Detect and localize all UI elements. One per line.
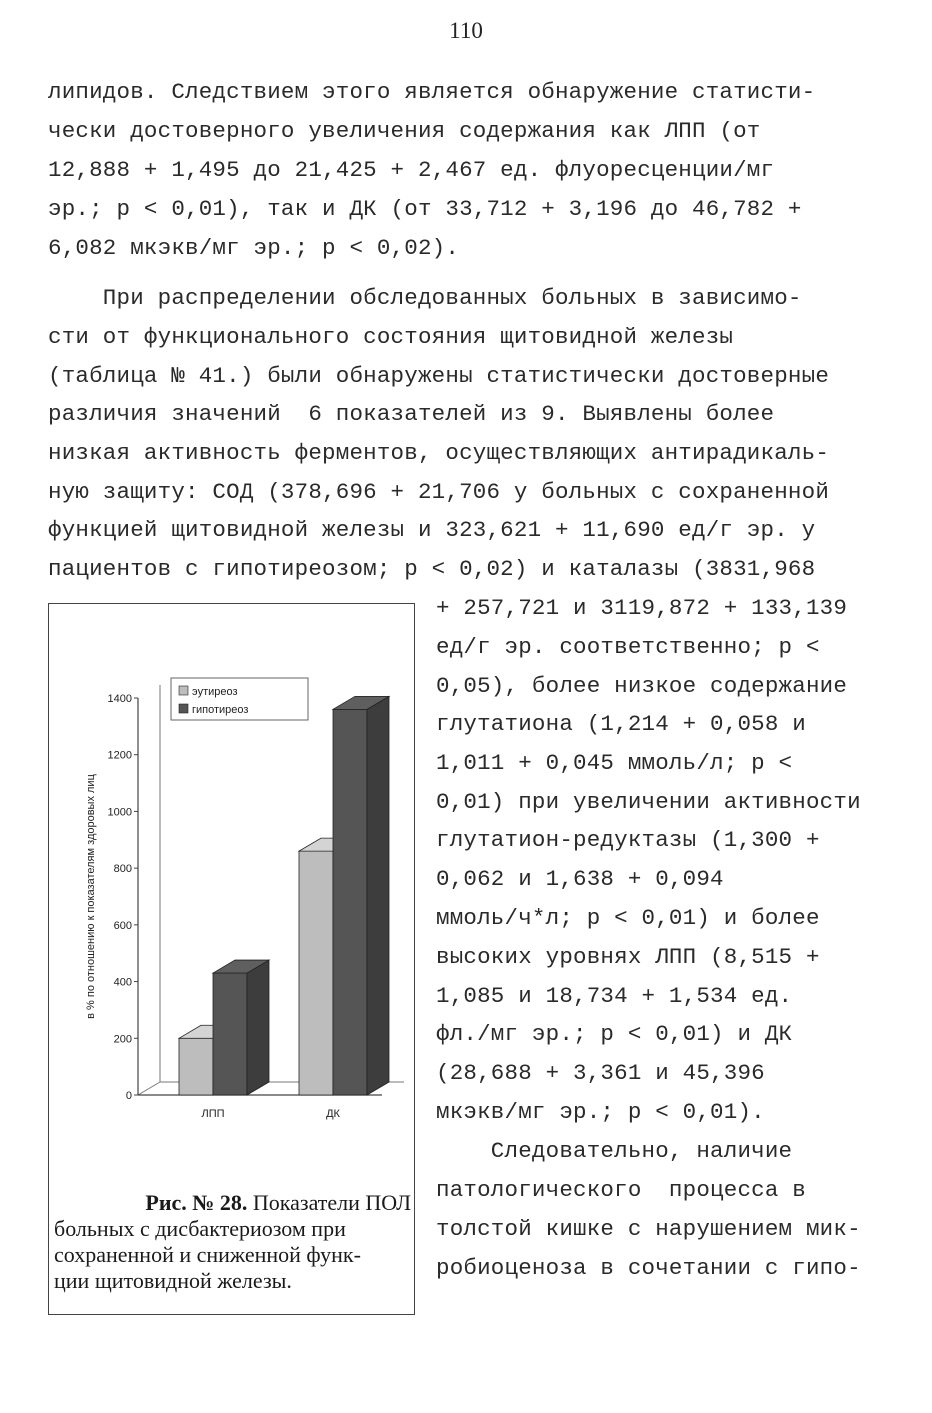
y-tick-label: 1200 <box>107 749 132 762</box>
text-line: функцией щитовидной железы и 323,621 + 11,690 ед/г эр. у <box>48 517 816 543</box>
y-tick-label: 200 <box>113 1033 132 1046</box>
text-line: глутатиона (1,214 + 0,058 и <box>436 711 806 737</box>
figure-28 <box>48 603 415 1315</box>
text-line: (таблица № 41.) были обнаружены статистически достоверные <box>48 363 830 389</box>
caption-label: Рис. № 28. <box>145 1190 248 1215</box>
text-line: патологического процесса в <box>436 1177 806 1203</box>
bar-chart <box>50 605 413 1165</box>
text-line: мкэкв/мг эр.; р < 0,01). <box>436 1099 765 1125</box>
legend-label: гипотиреоз <box>192 704 249 716</box>
text-line: липидов. Следствием этого является обнаружение статисти- <box>48 79 816 105</box>
bar-side-гипотиреоз <box>247 960 269 1095</box>
bar-front-эутиреоз <box>179 1038 213 1095</box>
y-tick-label: 1400 <box>107 693 132 705</box>
text-line: Следовательно, наличие <box>436 1138 793 1164</box>
bar-front-гипотиреоз <box>213 973 247 1095</box>
text-line: ную защиту: СОД (378,696 + 21,706 у больных с сохраненной <box>48 479 830 505</box>
text-line: 1,085 и 18,734 + 1,534 ед. <box>436 983 793 1009</box>
text-line: высоких уровнях ЛПП (8,515 + <box>436 944 820 970</box>
caption-line: ции щитовидной железы. <box>54 1268 292 1293</box>
caption-line: больных с дисбактериозом при <box>54 1216 346 1241</box>
bar-side-гипотиреоз <box>367 696 389 1095</box>
text-line: пациентов с гипотиреозом; р < 0,02) и каталазы (3831,968 <box>48 556 816 582</box>
legend-label: эутиреоз <box>192 686 238 698</box>
text-line: 12,888 + 1,495 до 21,425 + 2,467 ед. флуоресценции/мг <box>48 157 775 183</box>
y-tick-label: 600 <box>113 919 132 932</box>
text-line: сти от функционального состояния щитовидной железы <box>48 324 734 350</box>
y-axis-label: в % по отношению к показателям здоровых лиц <box>85 774 97 1019</box>
text-line: фл./мг эр.; р < 0,01) и ДК <box>436 1021 793 1047</box>
y-tick-label: 800 <box>113 863 132 876</box>
text-line: 0,01) при увеличении активности <box>436 789 861 815</box>
caption-line: Показатели ПОЛ <box>247 1190 411 1215</box>
page-number: 110 <box>449 18 483 43</box>
figure-caption <box>54 1190 411 1294</box>
y-tick-label: 400 <box>113 976 132 989</box>
text-line: чески достоверного увеличения содержания как ЛПП (от <box>48 118 761 144</box>
text-line: При распределении обследованных больных в зависимо- <box>48 285 802 311</box>
text-line: толстой кишке с нарушением мик- <box>436 1216 861 1242</box>
legend-swatch <box>179 686 188 695</box>
x-tick-label: ЛПП <box>201 1108 225 1120</box>
text-line: 1,011 + 0,045 ммоль/л; р < <box>436 750 793 776</box>
text-line: (28,688 + 3,361 и 45,396 <box>436 1060 765 1086</box>
text-line: низкая активность ферментов, осуществляющих антирадикаль- <box>48 440 830 466</box>
text-line: глутатион-редуктазы (1,300 + <box>436 827 820 853</box>
text-line: 0,062 и 1,638 + 0,094 <box>436 866 724 892</box>
caption-line: сохраненной и сниженной функ- <box>54 1242 361 1267</box>
text-line: 6,082 мкэкв/мг эр.; р < 0,02). <box>48 235 460 261</box>
bar-front-эутиреоз <box>299 851 333 1095</box>
text-line: ед/г эр. соответственно; р < <box>436 634 820 660</box>
chart-svg <box>50 605 413 1165</box>
bar-front-гипотиреоз <box>333 709 367 1095</box>
text-line: эр.; р < 0,01), так и ДК (от 33,712 + 3,196 до 46,782 + <box>48 196 802 222</box>
text-line: робиоценоза в сочетании с гипо- <box>436 1255 861 1281</box>
floor-side-edge <box>138 1082 160 1095</box>
text-line: 0,05), более низкое содержание <box>436 673 848 699</box>
legend-swatch <box>179 704 188 713</box>
x-tick-label: ДК <box>326 1108 340 1120</box>
text-line: ммоль/ч*л; р < 0,01) и более <box>436 905 820 931</box>
text-line: различия значений 6 показателей из 9. Выявлены более <box>48 401 775 427</box>
y-tick-label: 1000 <box>107 806 132 819</box>
y-tick-label: 0 <box>125 1090 132 1102</box>
text-line: + 257,721 и 3119,872 + 133,139 <box>436 595 848 621</box>
